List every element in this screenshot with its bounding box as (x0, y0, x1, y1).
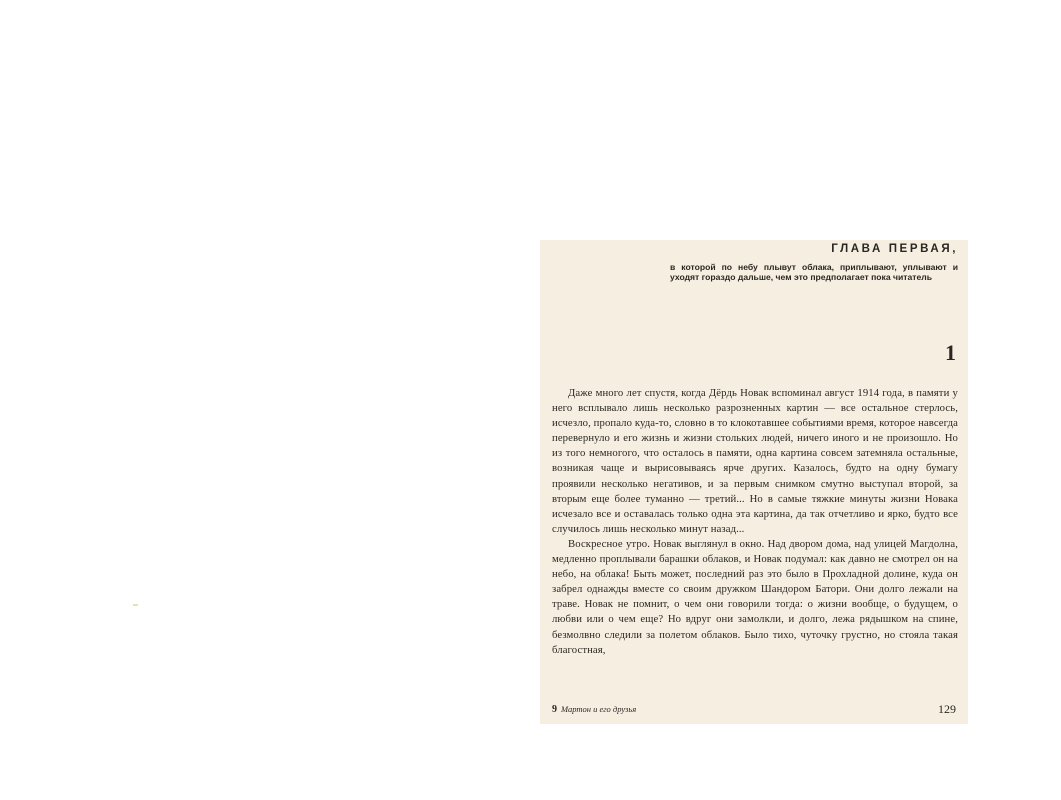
body-text (552, 386, 958, 658)
footer-sheet-number: 9 (552, 704, 557, 715)
chapter-title: ГЛАВА ПЕРВАЯ, (831, 243, 958, 255)
scan-speck (133, 604, 138, 606)
page-number: 129 (938, 702, 956, 716)
chapter-subtitle: в которой по небу плывут облака, приплывают, уплывают и уходят гораздо дальше, чем это предполагает пока читатель (670, 262, 958, 283)
paragraph: Даже много лет спустя, когда Дёрдь Новак вспоминал август 1914 года, в памяти у него всплывало лишь несколько разрозненных картин — все остальное стерлось, исчезло, пропало куда-то, словно в то клокотавшее событиями время, которое навсегда перевернуло и его жизнь и жизни стольких людей, ничего иного и не произошло. Но из того немногого, что осталось в памяти, одна картина совсем затемняла остальные, возникая чаще и вырисовываясь ярче других. Казалось, будто на одну бумагу проявили несколько негативов, и за первым снимком смутно выступал второй, за вторым еще более туманно — третий... Но в самые тяжкие минуты жизни Новака исчезало все и оставалась только одна эта картина, да так отчетливо и ярко, будто все случилось лишь несколько минут назад... (552, 387, 958, 535)
footer-signature (552, 704, 636, 715)
section-number: 1 (945, 340, 956, 365)
footer-book-title: Мартон и его друзья (561, 704, 637, 714)
book-page (540, 240, 968, 724)
paragraph: Воскресное утро. Новак выглянул в окно. Над двором дома, над улицей Магдолна, медленно проплывали барашки облаков, и Новак подумал: как давно не смотрел он на небо, на облака! Быть может, последний раз это было в Прохладной долине, куда он забрел однажды вместе со своим дружком Шандором Батори. Они долго лежали на траве. Новак не помнит, о чем они говорили тогда: о жизни вообще, о будущем, о любви или о чем еще? Но вдруг они замолкли, и долго, лежа рядышком на спине, безмолвно следили за полетом облаков. Было тихо, чуточку грустно, но стояла такая благостная, (552, 537, 958, 656)
